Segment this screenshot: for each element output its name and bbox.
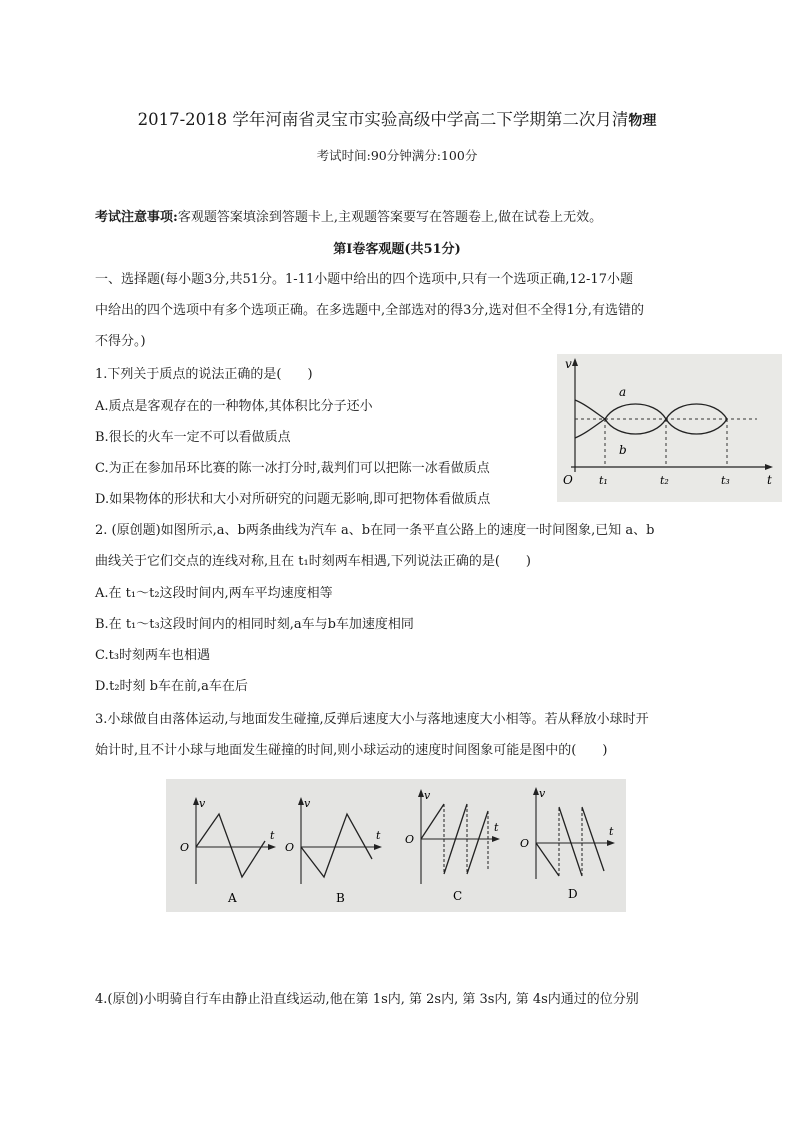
title-subject: 物理 [628, 113, 657, 129]
figure-1-vt-graph [557, 354, 782, 502]
fig1-t1-label: t₁ [599, 474, 608, 487]
graph-a-t-label: t [270, 829, 275, 842]
q1-option-c: C.为正在参加吊环比赛的陈一冰打分时,裁判们可以把陈一冰看做质点 [95, 461, 490, 476]
fig1-curve-a-label: a [619, 385, 627, 399]
figure-1-svg [557, 354, 782, 502]
graph-a [180, 797, 276, 905]
graph-b-label: B [336, 891, 345, 905]
q2-option-a: A.在 t₁～t₂这段时间内,两车平均速度相等 [95, 586, 333, 601]
graph-a-v-label: v [199, 797, 206, 810]
exam-info: 考试时间:90分钟满分:100分 [316, 148, 478, 163]
q1-option-d: D.如果物体的形状和大小对所研究的问题无影响,即可把物体看做质点 [95, 492, 491, 507]
section-title: 第Ⅰ卷客观题(共51分) [333, 242, 461, 257]
fig1-origin-label: O [563, 473, 573, 487]
figure-3-svg [166, 779, 626, 912]
graph-c-label: C [453, 889, 463, 903]
q2-stem-line-1: 2. (原创题)如图所示,a、b两条曲线为汽车 a、b在同一条平直公路上的速度一时间图象,已知 a、b [95, 523, 655, 538]
graph-c [405, 789, 500, 903]
notice-label: 考试注意事项: [95, 210, 178, 225]
graph-c-t-label: t [494, 821, 499, 834]
graph-b-origin-label: O [285, 841, 295, 854]
q2-option-d: D.t₂时刻 b车在前,a车在后 [95, 679, 248, 694]
q1-option-b: B.很长的火车一定不可以看做质点 [95, 430, 291, 445]
figure-3-options-graphs [166, 779, 626, 912]
q1-stem: 1.下列关于质点的说法正确的是( ) [95, 367, 313, 382]
page-title [0, 106, 794, 130]
q3-stem-line-1: 3.小球做自由落体运动,与地面发生碰撞,反弹后速度大小与落地速度大小相等。若从释放小球时开 [95, 712, 649, 727]
q2-option-b: B.在 t₁～t₃这段时间内的相同时刻,a车与b车加速度相同 [95, 617, 414, 632]
fig1-curve-b-label: b [619, 443, 627, 457]
fig1-t3-label: t₃ [721, 474, 730, 487]
graph-b-v-label: v [304, 797, 311, 810]
q1-option-a: A.质点是客观存在的一种物体,其体积比分子还小 [95, 399, 373, 414]
title-main: 2017-2018 学年河南省灵宝市实验高级中学高二下学期第二次月清 [137, 110, 629, 129]
graph-a-origin-label: O [180, 841, 190, 854]
q2-option-c: C.t₃时刻两车也相遇 [95, 648, 211, 663]
fig1-v-label: v [565, 357, 572, 371]
fig1-t-label: t [767, 473, 772, 487]
graph-d-v-label: v [539, 787, 546, 800]
q3-stem-line-2: 始计时,且不计小球与地面发生碰撞的时间,则小球运动的速度时间图象可能是图中的( ) [95, 743, 608, 758]
instructions-line-3: 不得分。) [95, 334, 146, 349]
graph-d-label: D [568, 887, 578, 901]
graph-b-t-label: t [376, 829, 381, 842]
notice-text: 客观题答案填涂到答题卡上,主观题答案要写在答题卷上,做在试卷上无效。 [177, 210, 603, 225]
instructions-line-2: 中给出的四个选项中有多个选项正确。在多选题中,全部选对的得3分,选对但不全得1分,有选错的 [95, 303, 644, 318]
graph-c-v-label: v [424, 789, 431, 802]
instructions-line-1: 一、选择题(每小题3分,共51分。1-11小题中给出的四个选项中,只有一个选项正确,12-17小题 [95, 272, 633, 287]
graph-c-origin-label: O [405, 833, 415, 846]
graph-d-origin-label: O [520, 837, 530, 850]
exam-notice [95, 206, 602, 225]
graph-d [520, 787, 615, 901]
fig1-t2-label: t₂ [660, 474, 669, 487]
q2-stem-line-2: 曲线关于它们交点的连线对称,且在 t₁时刻两车相遇,下列说法正确的是( ) [95, 554, 531, 569]
graph-d-t-label: t [609, 825, 614, 838]
graph-b [285, 797, 382, 905]
graph-a-label: A [228, 891, 237, 905]
q4-stem: 4.(原创)小明骑自行车由静止沿直线运动,他在第 1s内, 第 2s内, 第 3s内, 第 4s内通过的位分别 [95, 992, 639, 1007]
